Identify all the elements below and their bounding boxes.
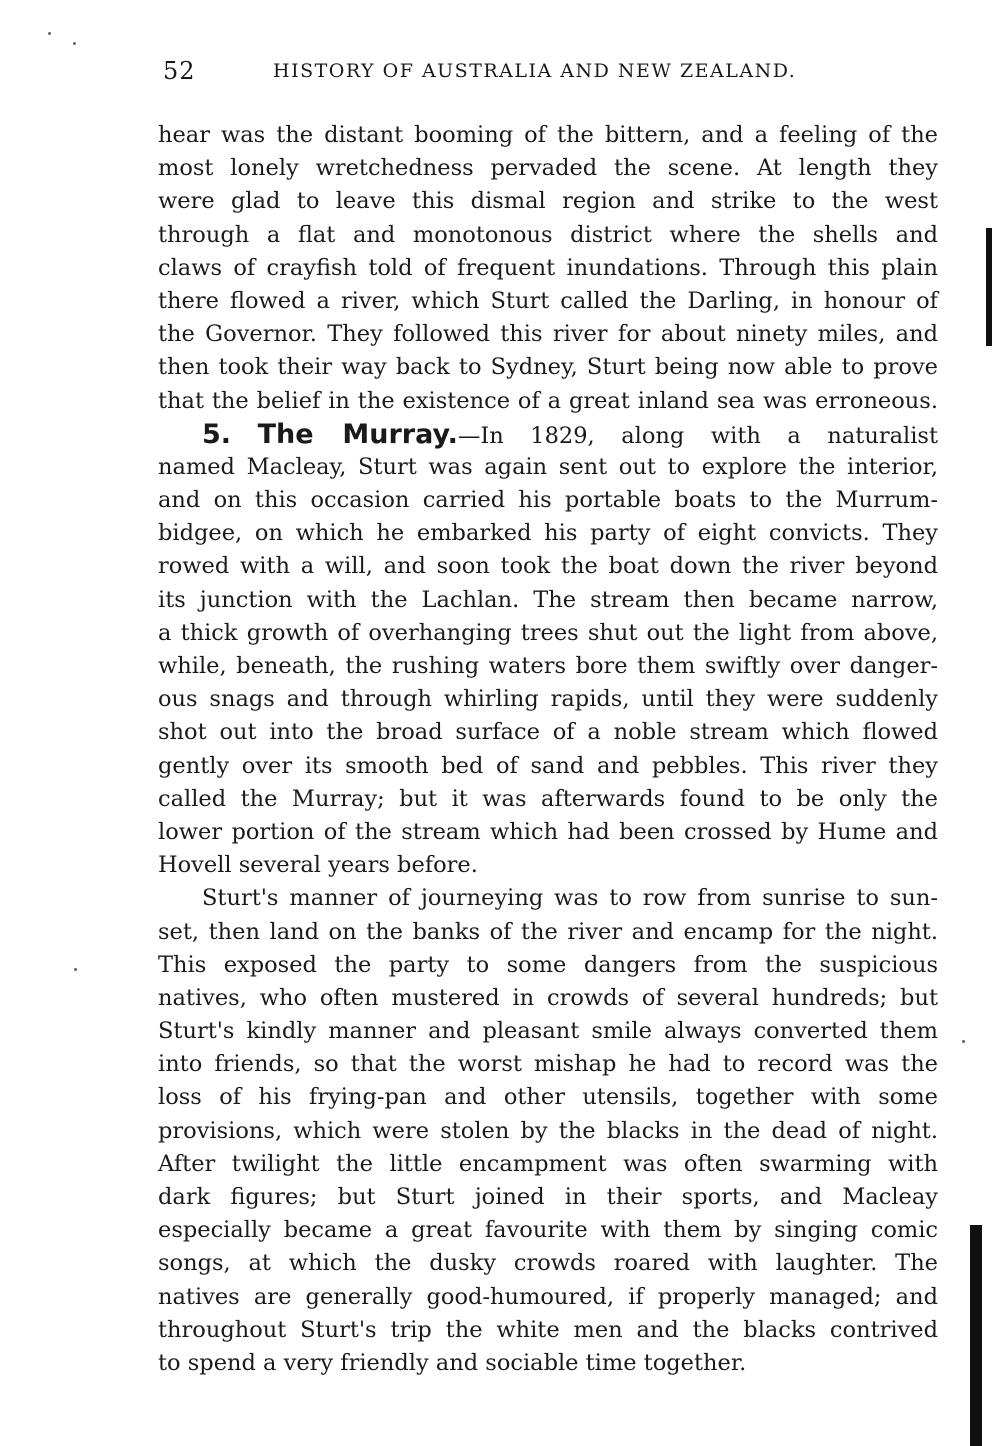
text-line: natives are generally good-humoured, if properly managed; and — [158, 1283, 938, 1310]
text-line: ous snags and through whirling rapids, until they were suddenly — [158, 686, 938, 713]
text-line: This exposed the party to some dangers from the suspicious — [158, 951, 938, 978]
text-line: provisions, which were stolen by the blacks in the dead of night. — [158, 1117, 938, 1144]
text-line: loss of his frying-pan and other utensils, together with some — [158, 1084, 938, 1111]
page-edge-mark — [970, 1225, 982, 1446]
text-line: the Governor. They followed this river for about ninety miles, and — [158, 321, 938, 348]
text-line: and on this occasion carried his portable boats to the Murrum- — [158, 487, 938, 514]
text-line: were glad to leave this dismal region and strike to the west — [158, 188, 938, 215]
text-line: called the Murray; but it was afterwards found to be only the — [158, 785, 938, 812]
text-line: Sturt's manner of journeying was to row from sunrise to sun- — [202, 885, 938, 912]
text-line: most lonely wretchedness pervaded the scene. At length they — [158, 155, 938, 182]
text-line: into friends, so that the worst mishap he had to record was the — [158, 1051, 938, 1078]
scan-speck — [73, 42, 76, 45]
text-line: shot out into the broad surface of a noble stream which flowed — [158, 719, 938, 746]
section-title: The Murray. — [257, 418, 458, 450]
text-line: while, beneath, the rushing waters bore them swiftly over danger- — [158, 653, 938, 679]
running-head: HISTORY OF AUSTRALIA AND NEW ZEALAND. — [273, 60, 797, 82]
section-first-line — [158, 418, 938, 451]
page-edge-mark — [986, 228, 992, 346]
scan-speck — [962, 1040, 965, 1043]
text-line: bidgee, on which he embarked his party of eight convicts. They — [158, 520, 938, 547]
text-line: its junction with the Lachlan. The stream then became narrow, — [158, 586, 938, 613]
text-line: Sturt's kindly manner and pleasant smile always converted them — [158, 1018, 938, 1045]
text-line: lower portion of the stream which had been crossed by Hume and — [158, 818, 938, 845]
text-line: set, then land on the banks of the river and encamp for the night. — [158, 918, 938, 945]
text-line: hear was the distant booming of the bittern, and a feeling of the — [158, 122, 938, 148]
body-text — [158, 119, 938, 1380]
text-line: claws of crayfish told of frequent inundations. Through this plain — [158, 254, 938, 281]
text-line: that the belief in the existence of a great inland sea was erroneous. — [158, 387, 938, 414]
text-line: to spend a very friendly and sociable time together. — [158, 1349, 747, 1376]
text-line: a thick growth of overhanging trees shut out the light from above, — [158, 619, 938, 646]
text-line: then took their way back to Sydney, Sturt being now able to prove — [158, 354, 938, 381]
text-line: gently over its smooth bed of sand and pebbles. This river they — [158, 752, 938, 779]
text-line: named Macleay, Sturt was again sent out to explore the interior, — [158, 453, 938, 480]
page-number: 52 — [163, 57, 196, 85]
text-line: natives, who often mustered in crowds of several hundreds; but — [158, 984, 938, 1011]
text-line: After twilight the little encampment was often swarming with — [158, 1150, 938, 1177]
text-line: especially became a great favourite with them by singing comic — [158, 1217, 938, 1244]
text-line: dark figures; but Sturt joined in their sports, and Macleay — [158, 1184, 938, 1210]
section-number: 5. — [202, 418, 232, 450]
scan-speck — [74, 968, 77, 971]
page-header — [163, 57, 840, 89]
text-line: songs, at which the dusky crowds roared with laughter. The — [158, 1250, 938, 1277]
text-line: —In 1829, along with a naturalist — [457, 422, 938, 449]
text-line: there flowed a river, which Sturt called the Darling, in honour of — [158, 287, 938, 314]
text-line: throughout Sturt's trip the white men and the blacks contrived — [158, 1316, 938, 1343]
text-line: Hovell several years before. — [158, 852, 478, 879]
text-line: through a flat and monotonous district where the shells and — [158, 221, 938, 248]
text-line: rowed with a will, and soon took the boat down the river beyond — [158, 553, 938, 580]
scan-speck — [48, 32, 51, 35]
